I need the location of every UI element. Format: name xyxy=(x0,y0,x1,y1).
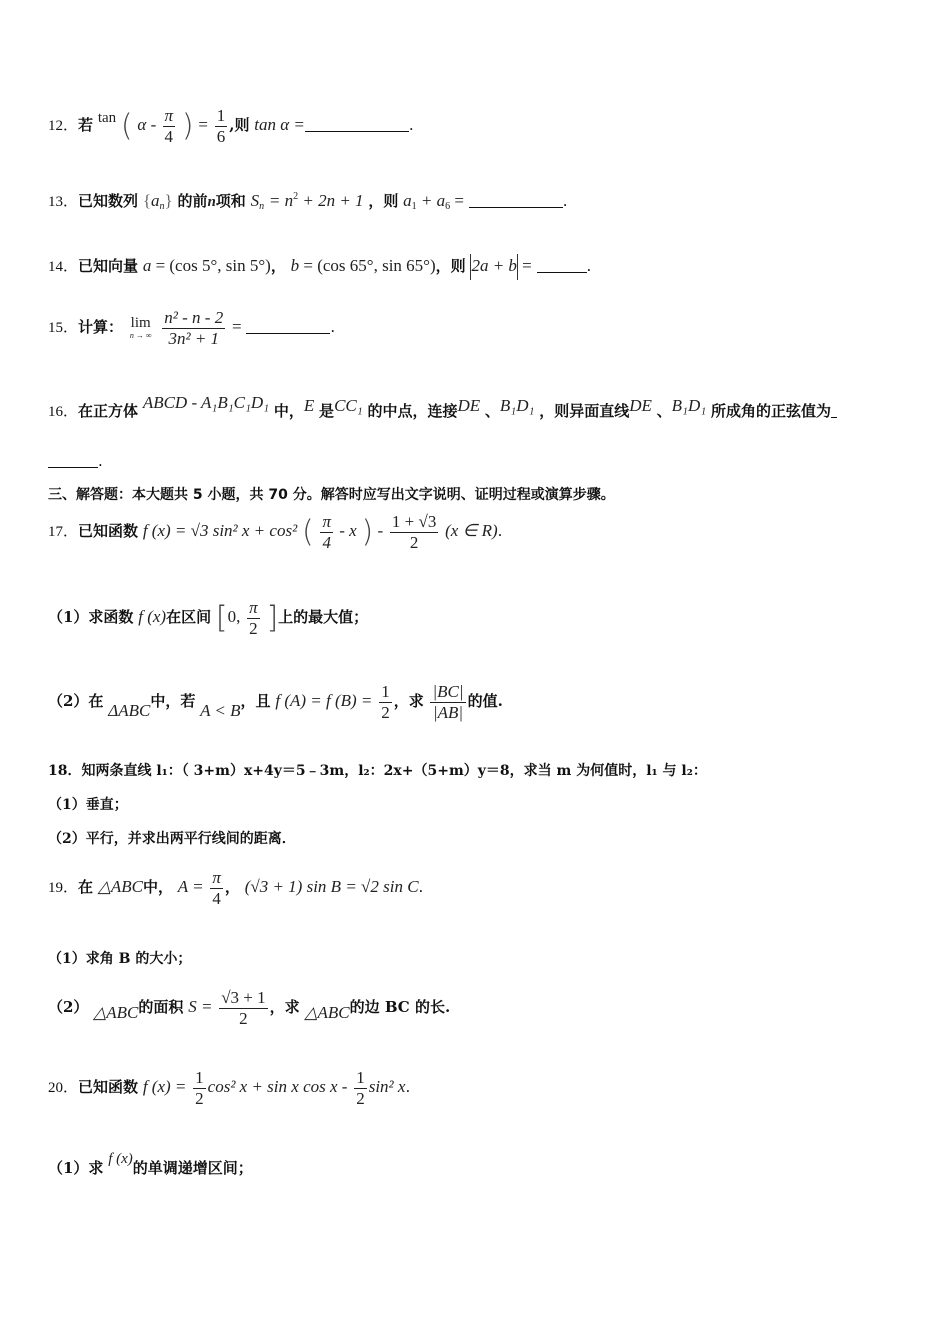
question-19-part2: （2） △ABC的面积 S = $\frac{√3 + 1}{2}$ ，求 △ABC的边 BC 的长. xyxy=(48,988,451,1028)
section-heading: 三、解答题：本大题共 5 小题，共 70 分。解答时应写出文字说明、证明过程或演算步骤。 xyxy=(48,487,615,503)
question-17: 17．已知函数 f (x) = √3 sin² x + cos² ( $\frac{\pi}{4}$ - x ) - $\frac{1 + √3}{2}$ (x ∈ R). xyxy=(48,512,503,552)
answer-blank[interactable] xyxy=(48,467,98,468)
one-sixth: $\frac{1}{6}$ xyxy=(216,106,226,146)
question-20: 20．已知函数 f (x) = $\frac{1}{2}$ cos² x + sin x cos x - $\frac{1}{2}$ sin² x. xyxy=(48,1068,411,1108)
question-20-part1: （1）求 f (x)的单调递增区间； xyxy=(48,1151,253,1177)
answer-blank[interactable] xyxy=(469,207,563,208)
question-15: 15．计算： lim n → ∞ $\frac{\text{n² - n - 2}}{\text{3n² + 1}}$ = . xyxy=(48,308,336,348)
pi-over-4: $\frac{\pi}{4}$ xyxy=(164,106,174,146)
question-18-part1: （1）垂直； xyxy=(48,797,128,813)
question-18-part2: （2）平行，并求出两平行线间的距离． xyxy=(48,831,296,847)
question-18: 18．知两条直线 l₁：（ 3+m）x+4y＝5﹣3m，l₂：2x+（5+m）y＝8，求当 m 为何值时，l₁ 与 l₂： xyxy=(48,763,707,779)
question-17-part1: （1）求函数 f (x)在区间 [0, $\frac{\pi}{2}$ ]上的最大值； xyxy=(48,598,369,638)
limit: lim n → ∞ xyxy=(129,314,152,341)
question-17-part2: （2）在 ΔABC中，若 A < B，且 f (A) = f (B) = $\frac{1}{2}$ ，求 $\frac{|BC|}{|AB|}$ 的值. xyxy=(48,682,503,722)
question-12: 12．若 tan ( α - $\frac{\pi}{4}$ ) = $\frac{1}{6}$ ,则 tan α = . xyxy=(48,106,414,146)
question-16-blank: . xyxy=(48,452,910,472)
limit-fraction: $\frac{\text{n² - n - 2}}{\text{3n² + 1}}$ xyxy=(164,308,224,348)
question-13: 13．已知数列 $\{a_n\}$ 的前n项和 $S_n = n^2 + 2n + 1$ ，则 $a_1 + a_6$ = . xyxy=(48,191,568,212)
answer-blank[interactable] xyxy=(246,333,330,334)
question-16: 16．在正方体 ABCD - A₁B₁C₁D₁ 中，E 是CC₁ 的中点，连接DE 、B₁D₁ ，则异面直线DE 、B₁D₁ 所成角的正弦值为 xyxy=(48,392,910,423)
question-19-part1: （1）求角 B 的大小； xyxy=(48,951,192,967)
question-19: 19．在 △ABC中， A = $\frac{\pi}{4}$ ， (√3 + 1) sin B = √2 sin C. xyxy=(48,868,424,908)
question-14: 14．已知向量 a = (cos 5°, sin 5°)， b = (cos 65°, sin 65°)，则 2a + b = . xyxy=(48,254,910,280)
answer-blank[interactable] xyxy=(537,272,587,273)
answer-blank[interactable] xyxy=(305,131,409,132)
